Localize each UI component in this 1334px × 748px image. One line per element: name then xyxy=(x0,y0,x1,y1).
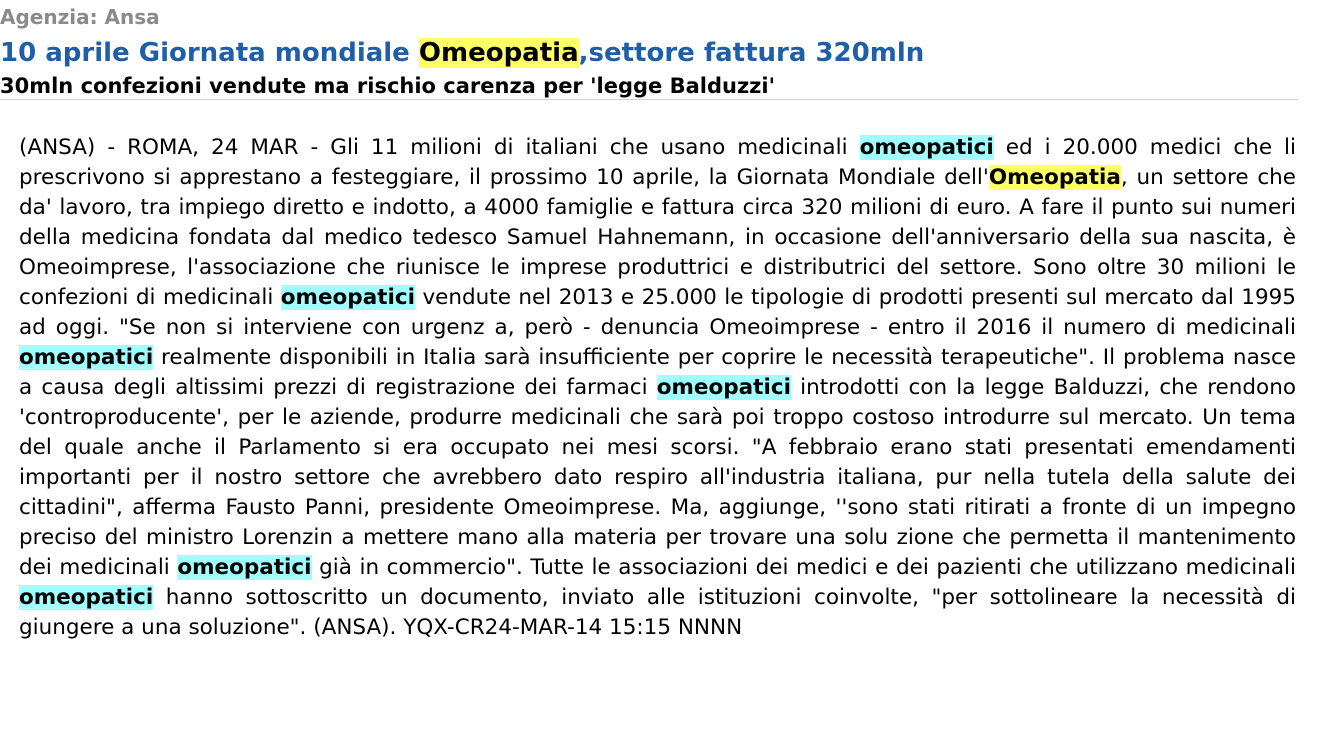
article-subtitle: 30mln confezioni vendute ma rischio carenza per 'legge Balduzzi' xyxy=(0,74,776,98)
body-segment: già in commercio". Tutte le associazioni dei medici e dei pazienti che utilizzano medicinali xyxy=(311,555,1296,580)
title-text-before: 10 aprile Giornata mondiale xyxy=(0,38,419,68)
highlight-term: omeopatici xyxy=(656,375,791,400)
highlight-term: omeopatici xyxy=(19,345,154,370)
highlight-term: omeopatici xyxy=(859,135,994,160)
body-segment: , un settore che da' lavoro, tra impiego diretto e indotto, a 4000 famiglie e fattura circa 320 milioni di euro. A fare il punto sui numeri della medicina fondata dal medico tedesco Samuel Hahnemann, in occasione dell'anniversario della sua nascita, è Omeoimprese, l'associazione che riunisce le imprese produttrici e distributrici del settore. Sono oltre 30 milioni le confezioni di medicinali xyxy=(19,165,1296,310)
body-segment: introdotti con la legge Balduzzi, che rendono 'controproducente', per le aziende, produrre medicinali che sarà poi troppo costoso introdurre sul mercato. Un tema del quale anche il Parlamento si era occupato nei mesi scorsi. "A febbraio erano stati presentati emendamenti importanti per il nostro settore che avrebbero dato respiro all'industria italiana, pur nella tutela della salute dei cittadini", afferma Fausto Panni, presidente Omeoimprese. Ma, aggiunge, ''sono stati ritirati a fronte di un impegno preciso del ministro Lorenzin a mettere mano alla materia per trovare una solu zione che permetta il mantenimento dei medicinali xyxy=(19,375,1296,580)
highlight-term: Omeopatia xyxy=(988,165,1121,190)
body-segment: hanno sottoscritto un documento, inviato alle istituzioni coinvolte, "per sottolineare la necessità di giungere a una soluzione". (ANSA). YQX-CR24-MAR-14 15:15 NNNN xyxy=(19,585,1296,640)
agency-label: Agenzia: Ansa xyxy=(0,5,160,29)
highlight-term: omeopatici xyxy=(177,555,312,580)
body-segment: realmente disponibili in Italia sarà insufficiente per coprire le necessità terapeutiche". Il problema nasce a causa degli altissimi prezzi di registrazione dei farmaci xyxy=(19,345,1296,400)
article-title xyxy=(0,36,924,70)
highlight-term: omeopatici xyxy=(19,585,154,610)
header-divider xyxy=(0,99,1298,100)
body-segment: vendute nel 2013 e 25.000 le tipologie di prodotti presenti sul mercato dal 1995 ad oggi. "Se non si interviene con urgenz a, però - denuncia Omeoimprese - entro il 2016 il numero di medicinali xyxy=(19,285,1296,340)
highlight-term: omeopatici xyxy=(280,285,415,310)
title-highlight: Omeopatia xyxy=(418,38,579,68)
body-segment: (ANSA) - ROMA, 24 MAR - Gli 11 milioni di italiani che usano medicinali xyxy=(19,135,860,160)
body-segment: ed i 20.000 medici che li prescrivono si apprestano a festeggiare, il prossimo 10 aprile, la Giornata Mondiale dell' xyxy=(19,135,1296,190)
article-body xyxy=(19,133,1296,643)
title-text-after: ,settore fattura 320mln xyxy=(578,38,925,68)
